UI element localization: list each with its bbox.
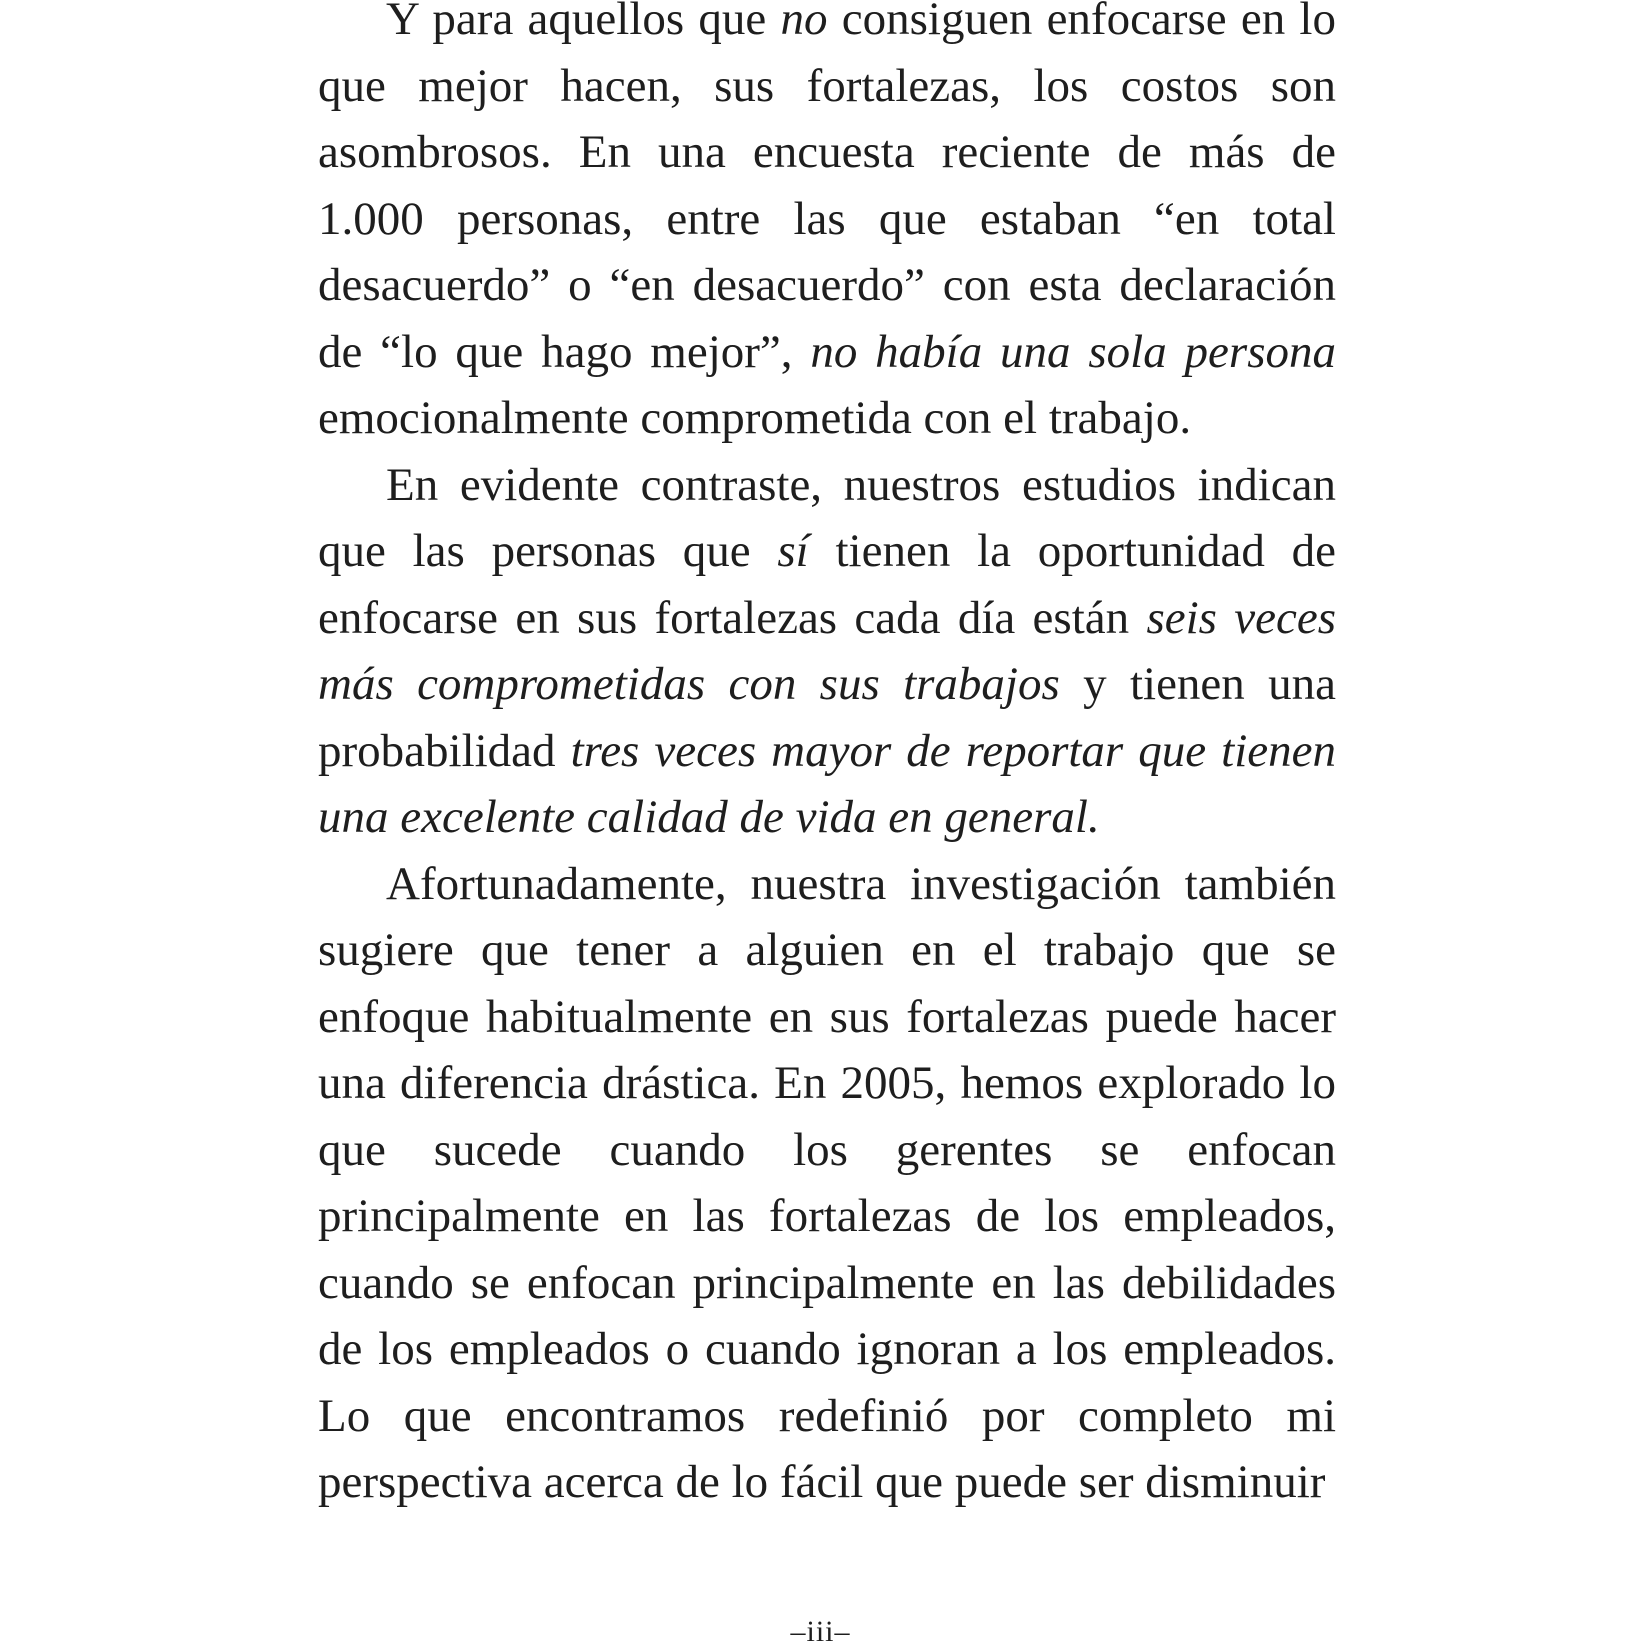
text-run: consiguen enfocarse en lo que mejor hacen, sus fortalezas, los costos son asombrosos. En una encuesta reciente de más de 1.000 personas, entre las que estaban “en total desacuerdo” o “en desacuerdo” con esta declaración de “lo que hago mejor”, — [318, 0, 1336, 378]
italic-text: no había una sola persona — [810, 325, 1336, 378]
italic-text: tres veces mayor de reportar que tienen una excelente calidad de vida en general. — [318, 724, 1336, 843]
paragraph-3 — [318, 851, 1336, 1516]
text-run: Afortunadamente, nuestra investigación también sugiere que tener a alguien en el trabajo que se enfoque habitualmente en sus fortalezas puede hacer una diferencia drástica. En 2005, hemos explorado lo que sucede cuando los gerentes se enfocan principalmente en las fortalezas de los empleados, cuando se enfocan principalmente en las debilidades de los empleados o cuando ignoran a los empleados. Lo que encontramos redefinió por completo mi perspectiva acerca de lo fácil que puede ser disminuir — [318, 857, 1336, 1508]
text-run: emocionalmente comprometida con el trabajo. — [318, 392, 1192, 444]
italic-text: seis veces más comprometidas con sus trabajos — [318, 591, 1337, 710]
body-text — [318, 0, 1336, 1516]
italic-text: sí — [777, 525, 809, 577]
text-run: tienen la oportunidad de enfocarse en sus fortalezas cada día están — [318, 525, 1336, 644]
italic-text: no — [780, 0, 828, 45]
text-run: Y para aquellos que — [386, 0, 781, 45]
paragraph-1 — [318, 0, 1336, 452]
paragraph-2 — [318, 452, 1336, 851]
page-number: –iii– — [790, 1615, 851, 1641]
text-run: y tienen una probabilidad — [318, 658, 1336, 777]
text-run: En evidente contraste, nuestros estudios indican que las personas que — [318, 458, 1336, 577]
